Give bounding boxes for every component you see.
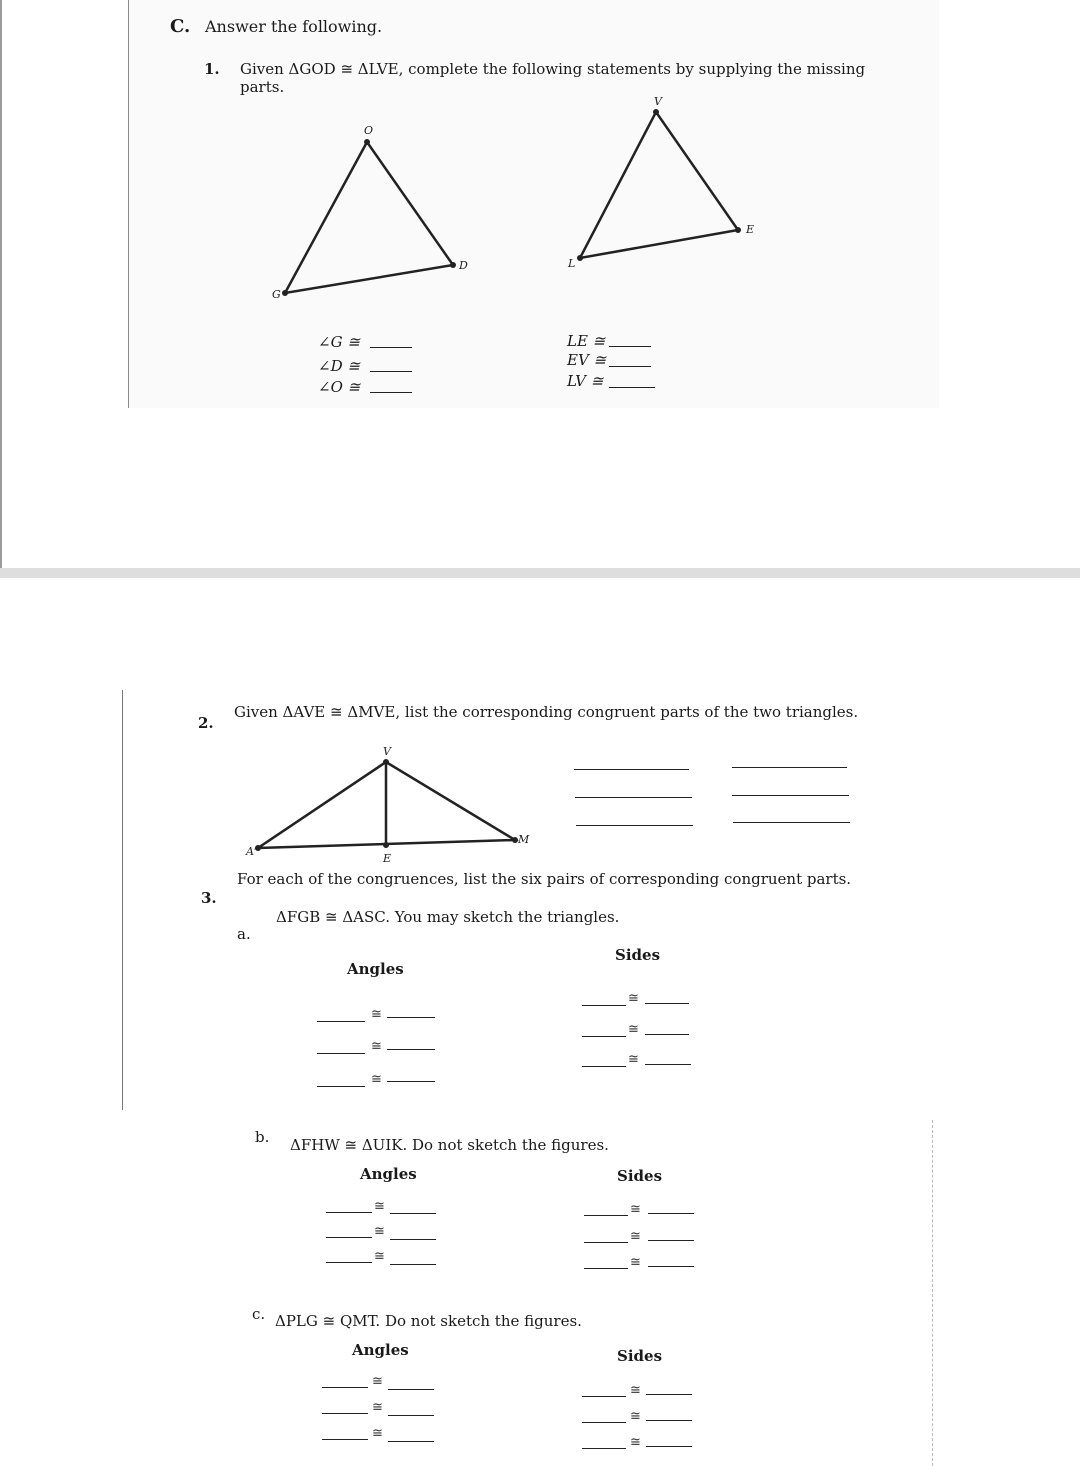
q3b-side-cong-3: ≅ <box>630 1255 641 1270</box>
triangle-lve <box>580 112 738 258</box>
q3b-side-left-3[interactable] <box>584 1268 628 1269</box>
q3a-side-cong-1: ≅ <box>628 991 639 1006</box>
q3c-side-left-2[interactable] <box>582 1422 626 1423</box>
q3a-angle-cong-3: ≅ <box>371 1072 382 1087</box>
q3-text: For each of the congruences, list the six pairs of corresponding congruent parts. <box>237 870 852 888</box>
q3c-angles-header: Angles <box>352 1341 409 1359</box>
q3c-text: ΔPLG ≅ QMT. Do not sketch the figures. <box>275 1312 582 1330</box>
q2-blank-6[interactable] <box>733 822 850 823</box>
q3c-angle-right-2[interactable] <box>388 1415 434 1416</box>
label-e: E <box>746 223 755 236</box>
page-edge-right <box>932 1120 933 1466</box>
q3a-text: ΔFGB ≅ ΔASC. You may sketch the triangles. <box>276 908 620 926</box>
q3c-side-cong-2: ≅ <box>630 1409 641 1424</box>
q2-text: Given ΔAVE ≅ ΔMVE, list the corresponding congruent parts of the two triangles. <box>234 703 859 721</box>
q3a-side-right-3[interactable] <box>645 1064 691 1065</box>
q1-text-line1: Given ΔGOD ≅ ΔLVE, complete the following statements by supplying the missing <box>240 60 866 78</box>
q3b-side-cong-1: ≅ <box>630 1202 641 1217</box>
q3a-side-right-2[interactable] <box>645 1034 689 1035</box>
q3c-side-left-1[interactable] <box>582 1396 626 1397</box>
q3a-letter: a. <box>237 925 251 943</box>
q2-blank-1[interactable] <box>574 769 689 770</box>
q3c-side-right-1[interactable] <box>646 1394 692 1395</box>
q3b-side-right-2[interactable] <box>648 1240 694 1241</box>
vertex-g-dot <box>282 290 288 296</box>
side-ev-blank[interactable] <box>609 366 651 367</box>
side-ev-statement: EV ≅ <box>567 351 607 369</box>
q3b-angle-cong-3: ≅ <box>374 1249 385 1264</box>
q2-blank-4[interactable] <box>732 795 849 796</box>
q3b-text: ΔFHW ≅ ΔUIK. Do not sketch the figures. <box>290 1136 609 1154</box>
q3c-side-right-3[interactable] <box>646 1446 692 1447</box>
q3b-side-cong-2: ≅ <box>630 1229 641 1244</box>
triangle-god <box>285 142 453 293</box>
q3c-angle-cong-3: ≅ <box>372 1426 383 1441</box>
label-d: D <box>459 259 468 272</box>
q3c-angle-left-3[interactable] <box>322 1439 368 1440</box>
vertex-l-dot <box>577 255 583 261</box>
side-lv-blank[interactable] <box>609 387 655 388</box>
q3b-side-right-1[interactable] <box>648 1213 694 1214</box>
q2-blank-5[interactable] <box>576 825 693 826</box>
q3a-angle-cong-1: ≅ <box>371 1007 382 1022</box>
q3a-angle-left-1[interactable] <box>317 1021 365 1022</box>
q3c-angle-cong-2: ≅ <box>372 1400 383 1415</box>
q3c-letter: c. <box>252 1305 266 1323</box>
q3c-side-cong-3: ≅ <box>630 1435 641 1450</box>
vertex-e-dot <box>735 227 741 233</box>
q3c-angle-left-1[interactable] <box>322 1387 368 1388</box>
q3b-angle-cong-2: ≅ <box>374 1224 385 1239</box>
label-v: V <box>654 95 662 108</box>
q3c-side-right-2[interactable] <box>646 1420 692 1421</box>
q2-blank-2[interactable] <box>732 767 847 768</box>
q3b-angle-left-3[interactable] <box>326 1262 372 1263</box>
side-le-statement: LE ≅ <box>567 332 606 350</box>
q3a-sides-header: Sides <box>615 946 661 964</box>
q3a-angle-right-2[interactable] <box>387 1049 435 1050</box>
section-instruction: Answer the following. <box>205 17 383 36</box>
vertex-v2-dot <box>383 759 389 765</box>
q3a-side-cong-2: ≅ <box>628 1022 639 1037</box>
q3-number: 3. <box>201 889 217 907</box>
q3c-angle-cong-1: ≅ <box>372 1374 383 1389</box>
q1-number: 1. <box>204 60 220 78</box>
q3b-angle-left-2[interactable] <box>326 1237 372 1238</box>
label-m: M <box>518 833 530 846</box>
q3c-angle-left-2[interactable] <box>322 1413 368 1414</box>
q2-blank-3[interactable] <box>575 797 692 798</box>
angle-d-blank[interactable] <box>370 371 412 372</box>
q3b-angle-right-3[interactable] <box>390 1264 436 1265</box>
q2-figure <box>0 700 1080 880</box>
q3a-side-right-1[interactable] <box>645 1003 689 1004</box>
q3b-angle-right-2[interactable] <box>390 1239 436 1240</box>
q3c-angle-right-1[interactable] <box>388 1389 434 1390</box>
q3a-side-left-1[interactable] <box>582 1005 626 1006</box>
angle-o-blank[interactable] <box>370 392 412 393</box>
q3a-angle-right-1[interactable] <box>387 1017 435 1018</box>
q3b-side-right-3[interactable] <box>648 1266 694 1267</box>
q3b-angles-header: Angles <box>360 1165 417 1183</box>
angle-d-statement: ∠D ≅ <box>318 357 360 375</box>
label-g: G <box>272 288 281 301</box>
q1-triangles <box>0 0 1080 420</box>
section-letter: C. <box>170 16 191 37</box>
q3a-side-left-3[interactable] <box>582 1066 626 1067</box>
q3a-angle-left-3[interactable] <box>317 1086 365 1087</box>
q3c-side-cong-1: ≅ <box>630 1383 641 1398</box>
label-a: A <box>246 845 254 858</box>
label-o: O <box>364 124 374 137</box>
vertex-d-dot <box>450 262 456 268</box>
side-lv-statement: LV ≅ <box>567 372 604 390</box>
vertex-o-dot <box>364 139 370 145</box>
angle-g-statement: ∠G ≅ <box>318 333 360 351</box>
q3a-side-left-2[interactable] <box>582 1036 626 1037</box>
q2-number: 2. <box>198 714 214 732</box>
q3b-letter: b. <box>255 1128 270 1146</box>
q3a-angle-cong-2: ≅ <box>371 1039 382 1054</box>
side-le-blank[interactable] <box>609 346 651 347</box>
q3a-angles-header: Angles <box>347 960 404 978</box>
q1-text-line2: parts. <box>240 78 285 96</box>
q3b-sides-header: Sides <box>617 1167 663 1185</box>
q3a-angle-left-2[interactable] <box>317 1053 365 1054</box>
label-l: L <box>568 257 576 270</box>
q3b-side-left-1[interactable] <box>584 1215 628 1216</box>
page-separator <box>0 568 1080 578</box>
q3b-angle-right-1[interactable] <box>390 1213 436 1214</box>
angle-g-blank[interactable] <box>370 347 412 348</box>
q3c-side-left-3[interactable] <box>582 1448 626 1449</box>
q3a-angle-right-3[interactable] <box>387 1081 435 1082</box>
q3b-angle-left-1[interactable] <box>326 1212 372 1213</box>
vertex-e2-dot <box>383 842 389 848</box>
vertex-v-dot <box>653 109 659 115</box>
angle-o-statement: ∠O ≅ <box>318 378 361 396</box>
q3b-side-left-2[interactable] <box>584 1242 628 1243</box>
q3a-side-cong-3: ≅ <box>628 1052 639 1067</box>
vertex-a-dot <box>255 845 261 851</box>
label-e2: E <box>383 852 392 865</box>
q3c-sides-header: Sides <box>617 1347 663 1365</box>
label-v2: V <box>383 745 391 758</box>
q3c-angle-right-3[interactable] <box>388 1441 434 1442</box>
q3b-angle-cong-1: ≅ <box>374 1199 385 1214</box>
